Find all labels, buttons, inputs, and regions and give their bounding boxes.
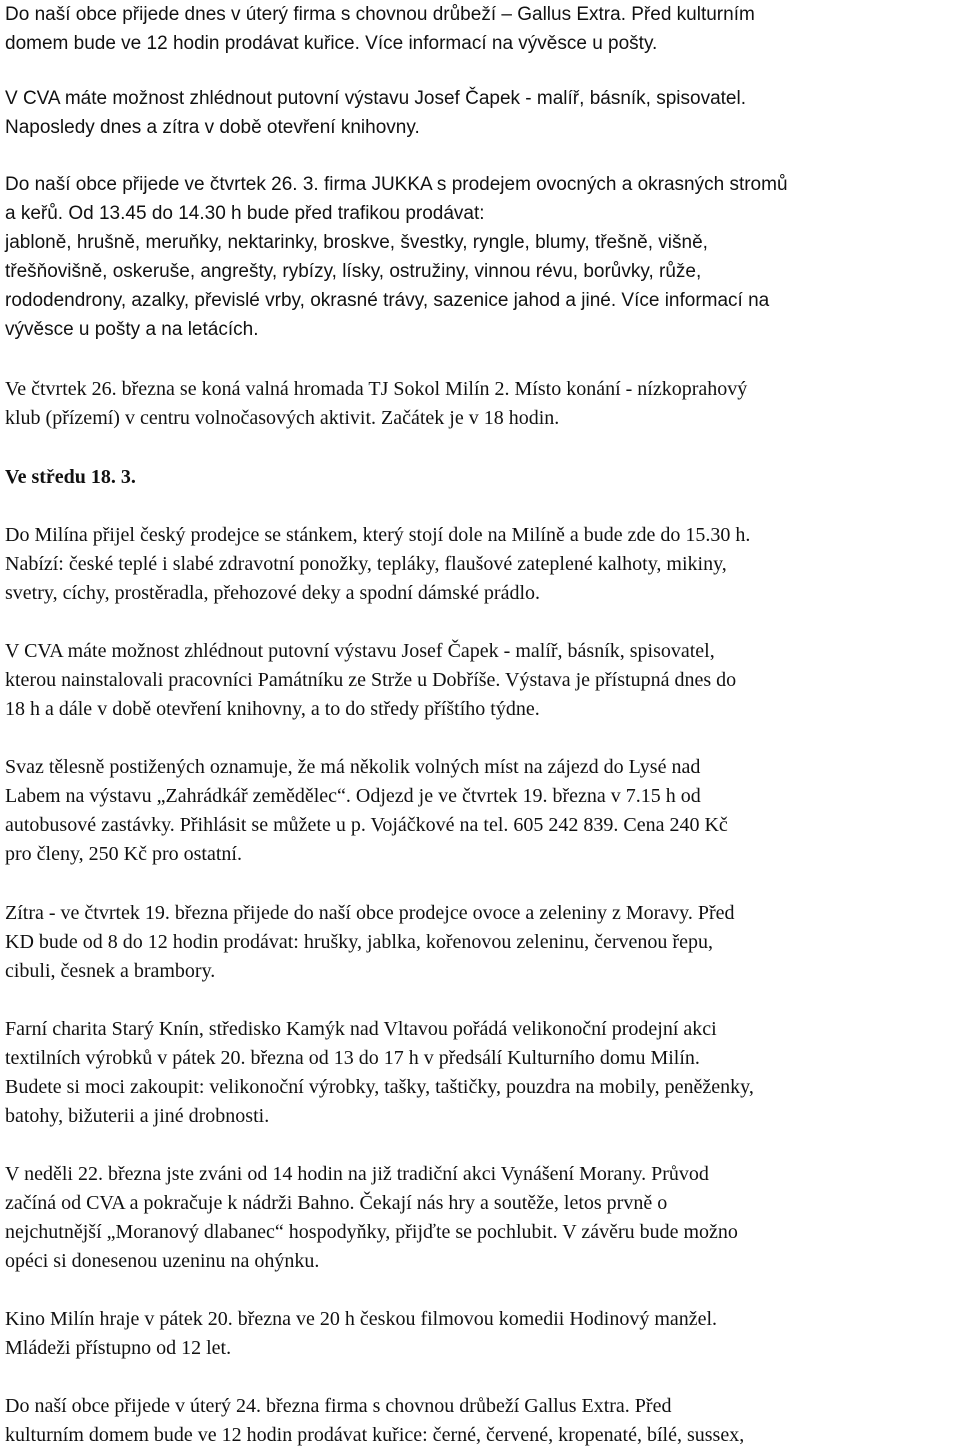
paragraph-p7	[5, 637, 736, 724]
paragraph-line: svetry, cíchy, prostěradla, přehozové deky a spodní dámské prádlo.	[5, 582, 541, 604]
paragraph-line: domem bude ve 12 hodin prodávat kuřice. Více informací na vývěsce u pošty.	[5, 33, 658, 54]
paragraph-line: Labem na výstavu „Zahrádkář zemědělec“. Odjezd je ve čtvrtek 19. března v 7.15 h od	[5, 785, 701, 807]
paragraph-line: V CVA máte možnost zhlédnout putovní výstavu Josef Čapek - malíř, básník, spisovatel.	[5, 88, 746, 109]
paragraph-p11	[5, 1160, 738, 1276]
paragraph-line: Nabízí: české teplé i slabé zdravotní ponožky, tepláky, flaušové zateplené kalhoty, mikiny,	[5, 553, 727, 575]
paragraph-line: Kino Milín hraje v pátek 20. března ve 20 h českou filmovou komedii Hodinový manžel.	[5, 1308, 718, 1330]
paragraph-line: KD bude od 8 do 12 hodin prodávat: hrušky, jablka, kořenovou zeleninu, červenou řepu,	[5, 931, 713, 953]
paragraph-p13	[5, 1392, 744, 1450]
paragraph-line: Ve čtvrtek 26. března se koná valná hromada TJ Sokol Milín 2. Místo konání - nízkoprahový	[5, 378, 748, 400]
paragraph-line: kterou nainstalovali pracovníci Památníku ze Strže u Dobříše. Výstava je přístupná dnes do	[5, 669, 737, 691]
paragraph-p10	[5, 1015, 754, 1131]
paragraph-p8	[5, 753, 728, 869]
paragraph-p4	[5, 375, 747, 433]
paragraph-line: Do naší obce přijede ve čtvrtek 26. 3. firma JUKKA s prodejem ovocných a okrasných stromů	[5, 174, 788, 195]
paragraph-line: Do naší obce přijede dnes v úterý firma s chovnou drůbeží – Gallus Extra. Před kulturním	[5, 4, 755, 25]
paragraph-line: 18 h a dále v době otevření knihovny, a to do středy příštího týdne.	[5, 698, 540, 720]
paragraph-p6	[5, 521, 750, 608]
paragraph-line: opéci si donesenou uzeninu na ohýnku.	[5, 1250, 320, 1272]
paragraph-p3	[5, 170, 788, 344]
paragraph-p1	[5, 0, 755, 58]
paragraph-p12	[5, 1305, 717, 1363]
paragraph-line: jabloně, hrušně, meruňky, nektarinky, broskve, švestky, ryngle, blumy, třešně, višně,	[5, 232, 708, 253]
paragraph-line: Zítra - ve čtvrtek 19. března přijede do naší obce prodejce ovoce a zeleniny z Moravy. Před	[5, 902, 735, 924]
paragraph-p5	[5, 463, 136, 492]
paragraph-p2	[5, 84, 746, 142]
paragraph-line: V CVA máte možnost zhlédnout putovní výstavu Josef Čapek - malíř, básník, spisovatel,	[5, 640, 715, 662]
paragraph-line: rododendrony, azalky, převislé vrby, okrasné trávy, sazenice jahod a jiné. Více informací na	[5, 290, 770, 311]
paragraph-line: Budete si moci zakoupit: velikonoční výrobky, tašky, taštičky, pouzdra na mobily, peněženky,	[5, 1076, 754, 1098]
paragraph-line: vývěsce u pošty a na letácích.	[5, 319, 259, 340]
paragraph-line: kulturním domem bude ve 12 hodin prodávat kuřice: černé, červené, kropenaté, bílé, sussex,	[5, 1424, 745, 1446]
paragraph-line: batohy, bižuterii a jiné drobnosti.	[5, 1105, 270, 1127]
paragraph-line: Do naší obce přijede v úterý 24. března firma s chovnou drůbeží Gallus Extra. Před	[5, 1395, 672, 1417]
paragraph-line: Farní charita Starý Knín, středisko Kamýk nad Vltavou pořádá velikonoční prodejní akci	[5, 1018, 717, 1040]
paragraph-p9	[5, 899, 735, 986]
paragraph-line: Naposledy dnes a zítra v době otevření knihovny.	[5, 117, 420, 138]
paragraph-line: Ve středu 18. 3.	[5, 466, 136, 488]
paragraph-line: a keřů. Od 13.45 do 14.30 h bude před trafikou prodávat:	[5, 203, 485, 224]
paragraph-line: klub (přízemí) v centru volnočasových aktivit. Začátek je v 18 hodin.	[5, 407, 560, 429]
paragraph-line: V neděli 22. března jste zváni od 14 hodin na již tradiční akci Vynášení Morany. Průvod	[5, 1163, 709, 1185]
paragraph-line: nejchutnější „Moranový dlabanec“ hospodyňky, přijďte se pochlubit. V závěru bude možno	[5, 1221, 738, 1243]
paragraph-line: třešňovišně, oskeruše, angrešty, rybízy, lísky, ostružiny, vinnou révu, borůvky, růže,	[5, 261, 702, 282]
paragraph-line: Do Milína přijel český prodejce se stánkem, který stojí dole na Milíně a bude zde do 15.30 h.	[5, 524, 751, 546]
paragraph-line: autobusové zastávky. Přihlásit se můžete u p. Vojáčkové na tel. 605 242 839. Cena 240 Kč	[5, 814, 728, 836]
paragraph-line: textilních výrobků v pátek 20. března od 13 do 17 h v předsálí Kulturního domu Milín.	[5, 1047, 700, 1069]
paragraph-line: pro členy, 250 Kč pro ostatní.	[5, 843, 242, 865]
paragraph-line: začíná od CVA a pokračuje k nádrži Bahno. Čekají nás hry a soutěže, letos prvně o	[5, 1192, 668, 1214]
paragraph-line: Mládeži přístupno od 12 let.	[5, 1337, 232, 1359]
paragraph-line: Svaz tělesně postižených oznamuje, že má několik volných míst na zájezd do Lysé nad	[5, 756, 701, 778]
paragraph-line: cibuli, česnek a brambory.	[5, 960, 216, 982]
